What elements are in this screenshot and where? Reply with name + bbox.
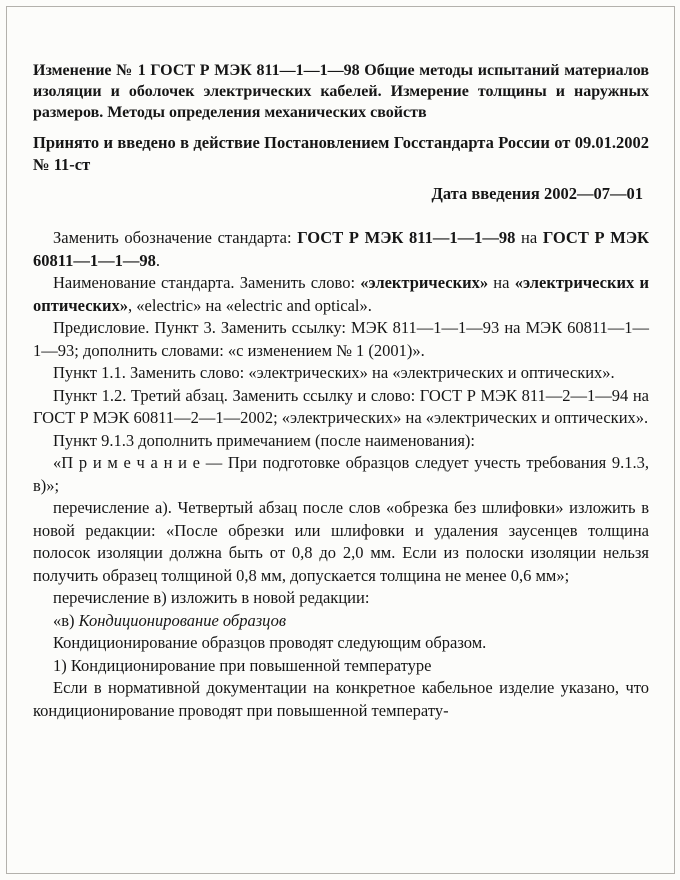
text-segment: ГОСТ Р МЭК 60811—1—1—98: [33, 228, 649, 270]
text-segment: «в): [53, 610, 79, 630]
text-segment: Заменить обозначение стандарта:: [53, 228, 298, 247]
text-segment: перечисление в) изложить в новой редакции:: [53, 588, 370, 607]
text-segment: на: [515, 228, 543, 247]
text-segment: на: [488, 273, 515, 292]
paragraph: [33, 227, 649, 272]
text-segment: ГОСТ Р МЭК 811—1—1—98: [297, 228, 516, 247]
text-segment: Пункт 1.1. Заменить слово: «электрических» на «электрических и оптических».: [53, 363, 615, 382]
page-content: [33, 60, 649, 722]
paragraph: [33, 655, 649, 678]
paragraph: [33, 632, 649, 655]
text-segment: .: [155, 250, 160, 270]
text-segment: , «electric» на «electric and optical».: [128, 295, 372, 315]
text-segment: 1) Кондиционирование при повышенной температуре: [53, 655, 432, 675]
paragraph: [33, 497, 649, 587]
paragraph: [33, 677, 649, 722]
paragraph: [33, 610, 649, 633]
text-segment: Предисловие. Пункт 3. Заменить ссылку: МЭК 811—1—1—93 на МЭК 60811—1—1—93; дополнить словами: «с изменением № 1 (2001)».: [33, 318, 649, 360]
paragraph: [33, 452, 649, 497]
text-segment: Пункт 9.1.3 дополнить примечанием (после наименования):: [53, 430, 475, 450]
paragraph: [33, 362, 649, 385]
text-segment: Если в нормативной документации на конкретное кабельное изделие указано, что кондиционирование проводят при повышенной температу-: [33, 678, 649, 720]
text-segment: Пункт 1.2. Третий абзац. Заменить ссылку и слово: ГОСТ Р МЭК 811—2—1—94 на ГОСТ Р МЭК 60811—2—1—2002; «электрических» на «электрических и оптических».: [33, 385, 649, 427]
text-segment: «П р и м е ч а н и е — При подготовке образцов следует учесть требования 9.1.3, в)»;: [33, 453, 649, 495]
effective-date: Дата введения 2002—07—01: [431, 184, 643, 203]
text-segment: Кондиционирование образцов проводят следующим образом.: [53, 633, 487, 652]
paragraph: [33, 317, 649, 362]
paragraph: [33, 587, 649, 610]
adoption-statement: Принято и введено в действие Постановлением Госстандарта России от 09.01.2002 № 11-ст: [33, 133, 649, 174]
text-segment: Кондиционирование образцов: [78, 610, 287, 630]
text-segment: Наименование стандарта. Заменить слово:: [53, 273, 361, 292]
paragraph: [33, 272, 649, 317]
text-segment: «электрических и оптических»: [33, 273, 649, 315]
document-body: [33, 227, 649, 722]
text-segment: перечисление а). Четвертый абзац после слов «обрезка без шлифовки» изложить в новой редакции: «После обрезки или шлифовки и удаления заусенцев толщина полосок изоляции должна быть от 0,8 до 2,0 мм. Если из полоски изоляции нельзя получить образец толщиной 0,8 мм, допускается толщина не менее 0,6 мм»;: [33, 498, 649, 585]
text-segment: «электрических»: [360, 273, 489, 292]
paragraph: [33, 385, 649, 430]
document-title: Изменение № 1 ГОСТ Р МЭК 811—1—1—98 Общие методы испытаний материалов изоляции и оболочек электрических кабелей. Измерение толщины и наружных размеров. Методы определения механических свойств: [33, 62, 649, 121]
paragraph: [33, 430, 649, 453]
